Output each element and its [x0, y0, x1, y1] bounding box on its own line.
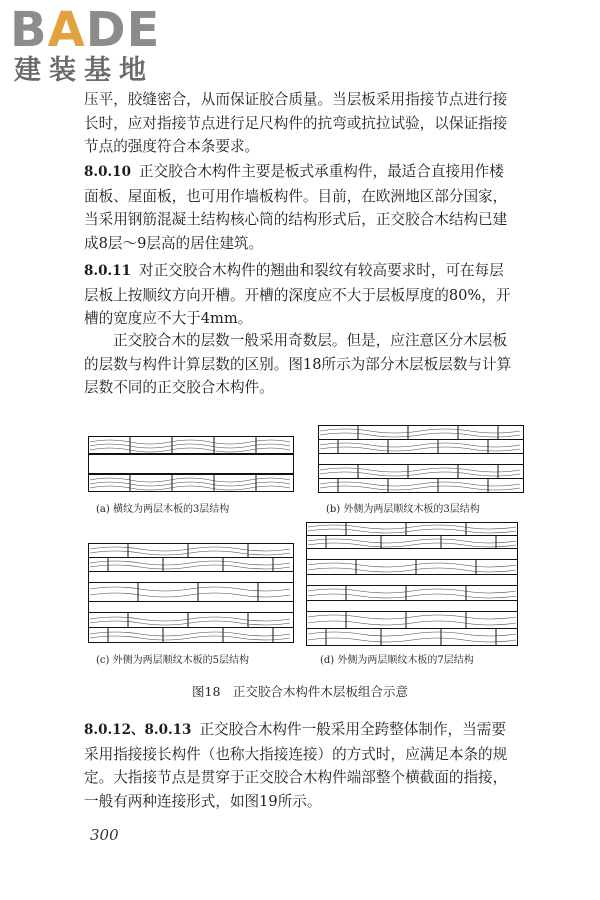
clause-8-0-12-13 — [84, 718, 516, 814]
clause-text: 正交胶合木构件主要是板式承重构件，最适合直接用作楼面板、屋面板，也可用作墙板构件。目前，在欧洲地区部分国家，当采用钢筋混凝土结构核心筒的结构形式后，正交胶合木结构已建成8层～9层高的居住建筑。 — [84, 163, 508, 253]
brand-logo — [10, 4, 190, 94]
logo-letter-b: B — [10, 2, 48, 58]
logo-subtitle: 建装基地 — [14, 55, 154, 86]
layer-long-grain — [89, 475, 294, 492]
caption-a: (a) 横纹为两层木板的3层结构 — [96, 504, 230, 515]
figure-b-diagram — [318, 425, 524, 493]
paragraph-text: 正交胶合木的层数一般采用奇数层。但是，应注意区分木层板的层数与构件计算层数的区别。图18所示为部分木层板层数与计算层数不同的正交胶合木构件。 — [84, 332, 512, 397]
page-number: 300 — [90, 826, 119, 844]
figure-a-diagram — [88, 436, 294, 492]
clause-number: 8.0.12、8.0.13 — [84, 722, 192, 738]
paragraph-text: 压平，胶缝密合，从而保证胶合质量。当层板采用指接节点进行接长时，应对指接节点进行足尺构件的抗弯或抗拉试验，以保证指接节点的强度符合本条要求。 — [84, 91, 508, 156]
figure-d-diagram — [306, 522, 518, 646]
clause-8-0-11 — [84, 259, 516, 331]
logo-letter-a: A — [47, 2, 86, 58]
logo-letters-de: DE — [85, 2, 161, 58]
paragraph-layers — [84, 329, 516, 400]
layer-long-grain — [89, 437, 294, 454]
caption-d: (d) 外侧为两层顺纹木板的7层结构 — [320, 655, 474, 666]
caption-b: (b) 外侧为两层顺纹木板的3层结构 — [326, 504, 480, 515]
clause-text: 正交胶合木构件一般采用全跨整体制作，当需要采用指接接长构件（也称大指接连接）的方式时，应满足本条的规定。大指接节点是贯穿于正交胶合木构件端部整个横截面的指接，一般有两种连接形式，如图19所示。 — [84, 721, 508, 811]
clause-number: 8.0.11 — [84, 263, 131, 279]
figure-c-diagram — [88, 543, 294, 643]
logo-wordmark — [10, 4, 190, 56]
clause-text: 对正交胶合木构件的翘曲和裂纹有较高要求时，可在每层层板上按顺纹方向开槽。开槽的深度应不大于层板厚度的80%，开槽的宽度应不大于4mm。 — [84, 262, 511, 328]
clause-8-0-10 — [84, 160, 516, 256]
paragraph-continued — [84, 88, 516, 159]
caption-c: (c) 外侧为两层顺纹木板的5层结构 — [96, 655, 249, 666]
layer-cross-grain — [89, 455, 294, 474]
figure-title: 图18 正交胶合木构件木层板组合示意 — [192, 684, 408, 699]
clause-number: 8.0.10 — [84, 164, 131, 180]
